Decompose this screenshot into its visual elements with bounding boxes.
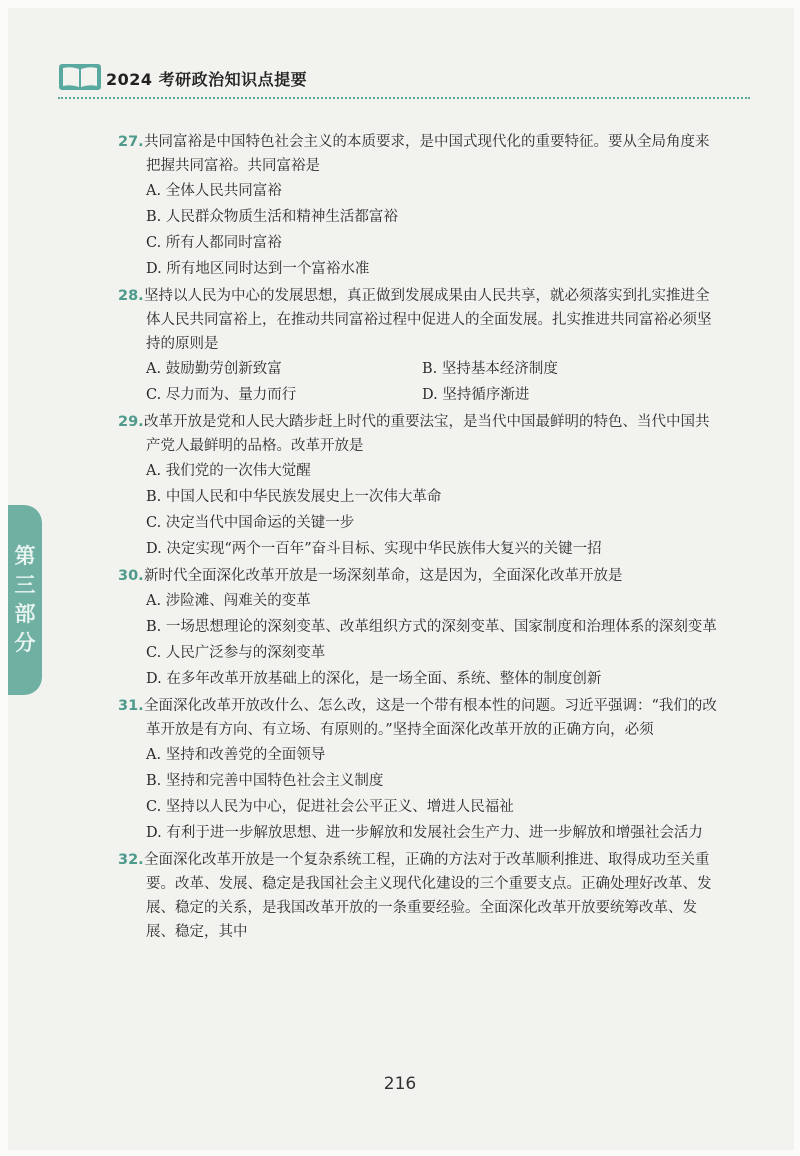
question-28: [118, 284, 718, 408]
header-divider: [58, 97, 750, 99]
page-number: 216: [383, 1074, 417, 1094]
option-a: A. 涉险滩、闯难关的变革: [146, 593, 311, 609]
question-number: 30.: [118, 568, 144, 584]
question-27: [118, 130, 718, 282]
page-header: [58, 58, 738, 94]
question-number: 29.: [118, 414, 144, 430]
question-stem: 全面深化改革开放改什么、怎么改，这是一个带有根本性的问题。习近平强调：“我们的改革开放是有方向、有立场、有原则的。”坚持全面深化改革开放的正确方向，必须: [144, 698, 717, 738]
question-stem: 共同富裕是中国特色社会主义的本质要求，是中国式现代化的重要特征。要从全局角度来把握共同富裕。共同富裕是: [144, 134, 710, 174]
option-d: D. 决定实现“两个一百年”奋斗目标、实现中华民族伟大复兴的关键一招: [146, 541, 602, 557]
option-b: B. 人民群众物质生活和精神生活都富裕: [146, 209, 398, 225]
section-side-tab: [8, 505, 42, 695]
option-a: A. 鼓励勤劳创新致富: [146, 361, 282, 377]
question-list: [118, 130, 718, 944]
question-number: 27.: [118, 134, 144, 150]
question-29: [118, 410, 718, 562]
question-number: 32.: [118, 852, 144, 868]
option-c: C. 人民广泛参与的深刻变革: [146, 645, 326, 661]
option-c: C. 所有人都同时富裕: [146, 235, 282, 251]
question-30: [118, 564, 718, 692]
question-stem: 坚持以人民为中心的发展思想，真正做到发展成果由人民共享，就必须落实到扎实推进全体人民共同富裕上，在推动共同富裕过程中促进人的全面发展。扎实推进共同富裕必须坚持的原则是: [144, 288, 712, 352]
option-d: D. 坚持循序渐进: [422, 387, 530, 403]
question-stem: 改革开放是党和人民大踏步赶上时代的重要法宝，是当代中国最鲜明的特色、当代中国共产党人最鲜明的品格。改革开放是: [144, 414, 710, 454]
question-stem: 全面深化改革开放是一个复杂系统工程，正确的方法对于改革顺利推进、取得成功至关重要。改革、发展、稳定是我国社会主义现代化建设的三个重要支点。正确处理好改革、发展、稳定的关系，是我国改革开放的一条重要经验。全面深化改革开放要统筹改革、发展、稳定，其中: [144, 852, 712, 940]
option-d: D. 在多年改革开放基础上的深化，是一场全面、系统、整体的制度创新: [146, 671, 602, 687]
side-tab-char: 第: [14, 544, 36, 568]
option-c: C. 尽力而为、量力而行: [146, 387, 297, 403]
option-b: B. 中国人民和中华民族发展史上一次伟大革命: [146, 489, 442, 505]
option-d: D. 所有地区同时达到一个富裕水准: [146, 261, 370, 277]
option-a: A. 我们党的一次伟大觉醒: [146, 463, 311, 479]
option-a: A. 坚持和改善党的全面领导: [146, 747, 326, 763]
open-book-icon: [58, 62, 102, 92]
option-d: D. 有利于进一步解放思想、进一步解放和发展社会生产力、进一步解放和增强社会活力: [146, 825, 703, 841]
option-row: [118, 356, 718, 382]
question-number: 31.: [118, 698, 144, 714]
option-a: A. 全体人民共同富裕: [146, 183, 282, 199]
option-c: C. 坚持以人民为中心，促进社会公平正义、增进人民福祉: [146, 799, 514, 815]
side-tab-char: 三: [14, 573, 36, 597]
side-tab-char: 分: [14, 631, 36, 655]
question-number: 28.: [118, 288, 144, 304]
option-c: C. 决定当代中国命运的关键一步: [146, 515, 355, 531]
question-31: [118, 694, 718, 846]
header-title: 2024 考研政治知识点提要: [106, 70, 308, 89]
option-b: B. 一场思想理论的深刻变革、改革组织方式的深刻变革、国家制度和治理体系的深刻变革: [146, 619, 717, 635]
question-stem: 新时代全面深化改革开放是一场深刻革命，这是因为，全面深化改革开放是: [144, 568, 623, 584]
side-tab-char: 部: [14, 602, 36, 626]
option-b: B. 坚持基本经济制度: [422, 361, 558, 377]
option-b: B. 坚持和完善中国特色社会主义制度: [146, 773, 384, 789]
option-row: [118, 382, 718, 408]
question-32: [118, 848, 718, 944]
